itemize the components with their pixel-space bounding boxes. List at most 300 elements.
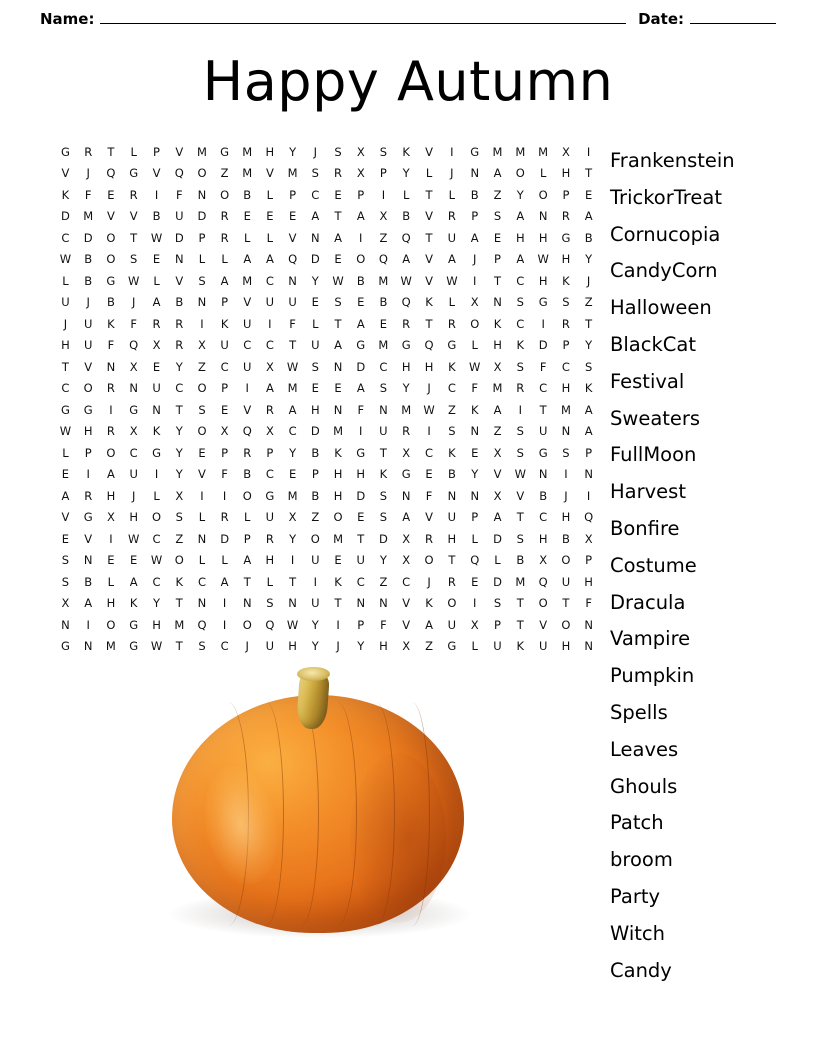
letter-cell[interactable]: X xyxy=(129,424,138,439)
letter-cell[interactable]: Q xyxy=(242,424,252,439)
letter-cell[interactable]: H xyxy=(561,639,571,654)
letter-cell[interactable]: V xyxy=(402,596,411,611)
letter-cell[interactable]: R xyxy=(447,316,456,331)
word-list-item[interactable]: Patch xyxy=(610,811,664,835)
letter-cell[interactable]: I xyxy=(245,381,249,396)
letter-cell[interactable]: Y xyxy=(289,531,297,546)
letter-cell[interactable]: I xyxy=(109,531,113,546)
letter-cell[interactable]: U xyxy=(265,510,275,525)
letter-cell[interactable]: V xyxy=(425,510,433,525)
letter-cell[interactable]: V xyxy=(539,617,548,632)
letter-cell[interactable]: V xyxy=(243,402,252,417)
letter-cell[interactable]: K xyxy=(448,445,456,460)
letter-cell[interactable]: V xyxy=(402,617,411,632)
letter-cell[interactable]: K xyxy=(584,381,593,396)
letter-cell[interactable]: E xyxy=(334,381,342,396)
letter-cell[interactable]: Q xyxy=(584,510,594,525)
letter-cell[interactable]: V xyxy=(175,273,184,288)
letter-cell[interactable]: N xyxy=(584,617,593,632)
letter-cell[interactable]: G xyxy=(447,639,457,654)
letter-cell[interactable]: N xyxy=(401,488,411,503)
letter-cell[interactable]: T xyxy=(61,359,69,374)
letter-cell[interactable]: N xyxy=(288,273,297,288)
letter-cell[interactable]: S xyxy=(61,553,70,568)
letter-cell[interactable]: K xyxy=(107,316,115,331)
letter-cell[interactable]: E xyxy=(152,252,161,267)
letter-cell[interactable]: C xyxy=(402,574,411,589)
letter-cell[interactable]: C xyxy=(539,510,548,525)
letter-cell[interactable]: M xyxy=(333,531,343,546)
letter-cell[interactable]: O xyxy=(106,617,116,632)
letter-cell[interactable]: Z xyxy=(447,402,456,417)
letter-cell[interactable]: I xyxy=(473,273,477,288)
letter-cell[interactable]: L xyxy=(198,553,206,568)
letter-cell[interactable]: R xyxy=(447,209,456,224)
letter-cell[interactable]: T xyxy=(516,617,524,632)
letter-cell[interactable]: I xyxy=(427,424,431,439)
letter-cell[interactable]: F xyxy=(471,381,479,396)
letter-cell[interactable]: L xyxy=(312,316,319,331)
letter-cell[interactable]: S xyxy=(379,144,388,159)
letter-cell[interactable]: V xyxy=(425,144,433,159)
word-list-item[interactable]: Frankenstein xyxy=(610,149,735,172)
letter-cell[interactable]: G xyxy=(83,510,93,525)
letter-cell[interactable]: O xyxy=(83,381,93,396)
letter-cell[interactable]: P xyxy=(221,295,229,310)
letter-cell[interactable]: M xyxy=(515,144,526,159)
letter-cell[interactable]: P xyxy=(221,445,229,460)
letter-cell[interactable]: O xyxy=(538,187,548,202)
letter-cell[interactable]: K xyxy=(493,316,502,331)
letter-cell[interactable]: T xyxy=(357,531,365,546)
word-list-item[interactable]: FullMoon xyxy=(610,443,697,467)
letter-cell[interactable]: E xyxy=(357,295,365,310)
letter-cell[interactable]: U xyxy=(311,596,320,611)
letter-cell[interactable]: F xyxy=(289,316,296,331)
letter-cell[interactable]: I xyxy=(222,488,227,503)
letter-cell[interactable]: T xyxy=(425,187,433,202)
letter-cell[interactable]: L xyxy=(221,252,228,267)
letter-cell[interactable]: V xyxy=(425,252,433,267)
letter-cell[interactable]: Q xyxy=(197,617,207,632)
letter-cell[interactable]: Y xyxy=(379,553,387,568)
letter-cell[interactable]: C xyxy=(220,639,229,654)
letter-cell[interactable]: C xyxy=(516,273,525,288)
letter-cell[interactable]: T xyxy=(539,402,547,417)
letter-cell[interactable]: S xyxy=(266,596,274,611)
letter-cell[interactable]: V xyxy=(265,166,274,181)
letter-cell[interactable]: C xyxy=(379,359,388,374)
letter-cell[interactable]: J xyxy=(427,574,431,589)
letter-cell[interactable]: N xyxy=(197,295,207,310)
letter-cell[interactable]: T xyxy=(516,596,524,611)
letter-cell[interactable]: N xyxy=(288,596,297,611)
letter-cell[interactable]: E xyxy=(198,445,206,460)
letter-cell[interactable]: U xyxy=(61,295,70,310)
letter-cell[interactable]: S xyxy=(516,359,524,374)
letter-cell[interactable]: I xyxy=(541,316,545,331)
letter-cell[interactable]: I xyxy=(359,230,363,245)
letter-cell[interactable]: M xyxy=(401,402,412,417)
letter-cell[interactable]: N xyxy=(493,295,502,310)
letter-cell[interactable]: B xyxy=(106,295,115,310)
letter-cell[interactable]: K xyxy=(516,338,525,353)
letter-cell[interactable]: C xyxy=(129,445,138,460)
letter-cell[interactable]: G xyxy=(538,295,548,310)
letter-cell[interactable]: V xyxy=(175,144,184,159)
letter-cell[interactable]: W xyxy=(400,273,412,288)
letter-cell[interactable]: X xyxy=(539,553,548,568)
letter-cell[interactable]: O xyxy=(197,424,207,439)
letter-cell[interactable]: G xyxy=(401,338,411,353)
letter-cell[interactable]: I xyxy=(586,144,591,159)
letter-cell[interactable]: C xyxy=(152,531,161,546)
letter-cell[interactable]: E xyxy=(107,187,115,202)
letter-cell[interactable]: L xyxy=(539,166,547,181)
letter-cell[interactable]: I xyxy=(86,467,90,482)
letter-cell[interactable]: F xyxy=(84,187,92,202)
letter-cell[interactable]: H xyxy=(333,467,343,482)
letter-cell[interactable]: K xyxy=(379,467,388,482)
letter-cell[interactable]: T xyxy=(334,316,342,331)
letter-cell[interactable]: O xyxy=(174,553,184,568)
word-list-item[interactable]: Costume xyxy=(610,553,697,577)
letter-cell[interactable]: J xyxy=(313,144,318,159)
letter-cell[interactable]: N xyxy=(584,467,593,482)
letter-cell[interactable]: S xyxy=(198,639,206,654)
letter-cell[interactable]: L xyxy=(471,338,478,353)
letter-cell[interactable]: N xyxy=(311,230,320,245)
letter-cell[interactable]: W xyxy=(514,467,526,482)
letter-cell[interactable]: N xyxy=(356,596,366,611)
letter-cell[interactable]: I xyxy=(586,488,591,503)
letter-cell[interactable]: C xyxy=(265,467,274,482)
letter-cell[interactable]: C xyxy=(220,359,229,374)
letter-cell[interactable]: D xyxy=(197,209,207,224)
letter-cell[interactable]: X xyxy=(175,488,184,503)
letter-cell[interactable]: G xyxy=(129,639,139,654)
letter-cell[interactable]: P xyxy=(562,187,570,202)
letter-cell[interactable]: B xyxy=(175,295,184,310)
letter-cell[interactable]: Y xyxy=(289,445,297,460)
letter-cell[interactable]: H xyxy=(265,553,275,568)
letter-cell[interactable]: N xyxy=(197,596,207,611)
letter-cell[interactable]: L xyxy=(244,230,251,245)
letter-cell[interactable]: U xyxy=(538,639,548,654)
letter-cell[interactable]: F xyxy=(175,187,183,202)
letter-cell[interactable]: X xyxy=(379,209,388,224)
letter-cell[interactable]: C xyxy=(561,359,570,374)
letter-cell[interactable]: L xyxy=(244,510,251,525)
letter-cell[interactable]: X xyxy=(402,553,411,568)
letter-cell[interactable]: H xyxy=(424,359,434,374)
letter-cell[interactable]: T xyxy=(107,144,115,159)
letter-cell[interactable]: G xyxy=(265,488,275,503)
letter-cell[interactable]: U xyxy=(129,467,138,482)
letter-cell[interactable]: R xyxy=(175,316,184,331)
letter-cell[interactable]: X xyxy=(493,359,502,374)
letter-cell[interactable]: P xyxy=(311,467,319,482)
letter-cell[interactable]: D xyxy=(174,230,184,245)
letter-cell[interactable]: I xyxy=(564,467,568,482)
letter-cell[interactable]: Y xyxy=(175,445,183,460)
letter-cell[interactable]: U xyxy=(379,424,388,439)
letter-cell[interactable]: O xyxy=(197,166,207,181)
letter-cell[interactable]: V xyxy=(243,295,252,310)
letter-cell[interactable]: T xyxy=(448,553,456,568)
letter-cell[interactable]: Z xyxy=(379,230,388,245)
letter-cell[interactable]: D xyxy=(310,252,320,267)
letter-cell[interactable]: N xyxy=(333,402,343,417)
letter-cell[interactable]: Q xyxy=(288,252,298,267)
letter-cell[interactable]: Y xyxy=(471,467,479,482)
letter-cell[interactable]: A xyxy=(288,402,297,417)
letter-cell[interactable]: R xyxy=(129,187,138,202)
letter-cell[interactable]: X xyxy=(470,295,479,310)
letter-cell[interactable]: I xyxy=(200,316,204,331)
letter-cell[interactable]: R xyxy=(265,531,274,546)
letter-cell[interactable]: F xyxy=(107,338,115,353)
letter-cell[interactable]: Q xyxy=(470,553,480,568)
letter-cell[interactable]: R xyxy=(220,209,229,224)
letter-cell[interactable]: Y xyxy=(311,617,319,632)
letter-cell[interactable]: T xyxy=(494,273,502,288)
letter-cell[interactable]: O xyxy=(220,187,230,202)
letter-cell[interactable]: P xyxy=(471,209,479,224)
letter-cell[interactable]: V xyxy=(152,166,161,181)
letter-cell[interactable]: L xyxy=(266,574,274,589)
letter-cell[interactable]: B xyxy=(584,230,593,245)
word-list-item[interactable]: Sweaters xyxy=(610,406,701,430)
letter-cell[interactable]: G xyxy=(538,445,548,460)
letter-cell[interactable]: P xyxy=(357,617,365,632)
letter-cell[interactable]: S xyxy=(175,510,183,525)
letter-cell[interactable]: U xyxy=(561,574,571,589)
letter-cell[interactable]: D xyxy=(220,531,230,546)
letter-cell[interactable]: G xyxy=(60,639,70,654)
letter-cell[interactable]: L xyxy=(198,510,206,525)
letter-cell[interactable]: T xyxy=(289,338,297,353)
letter-cell[interactable]: W xyxy=(537,252,549,267)
letter-cell[interactable]: U xyxy=(152,381,161,396)
letter-cell[interactable]: E xyxy=(311,381,319,396)
letter-cell[interactable]: C xyxy=(265,338,274,353)
letter-cell[interactable]: T xyxy=(175,639,183,654)
letter-cell[interactable]: A xyxy=(584,424,593,439)
letter-cell[interactable]: R xyxy=(152,316,161,331)
letter-cell[interactable]: N xyxy=(242,596,252,611)
letter-cell[interactable]: S xyxy=(448,424,456,439)
word-list-item[interactable]: TrickorTreat xyxy=(610,185,722,209)
letter-cell[interactable]: C xyxy=(356,574,365,589)
letter-cell[interactable]: A xyxy=(84,596,93,611)
letter-cell[interactable]: T xyxy=(585,316,593,331)
letter-cell[interactable]: D xyxy=(356,359,366,374)
letter-cell[interactable]: S xyxy=(334,295,342,310)
letter-cell[interactable]: W xyxy=(59,252,72,267)
letter-cell[interactable]: Y xyxy=(516,187,524,202)
letter-cell[interactable]: U xyxy=(493,639,502,654)
letter-cell[interactable]: Y xyxy=(153,596,161,611)
letter-cell[interactable]: U xyxy=(447,230,457,245)
letter-cell[interactable]: R xyxy=(84,488,93,503)
letter-cell[interactable]: A xyxy=(584,402,593,417)
letter-cell[interactable]: H xyxy=(152,617,161,632)
letter-cell[interactable]: Y xyxy=(175,424,183,439)
letter-cell[interactable]: H xyxy=(561,166,571,181)
letter-cell[interactable]: U xyxy=(83,338,93,353)
letter-cell[interactable]: K xyxy=(425,596,433,611)
letter-cell[interactable]: T xyxy=(289,574,297,589)
letter-cell[interactable]: O xyxy=(333,510,343,525)
letter-cell[interactable]: M xyxy=(560,402,571,417)
word-list-item[interactable]: Dracula xyxy=(610,590,686,614)
letter-cell[interactable]: Y xyxy=(175,359,183,374)
letter-cell[interactable]: X xyxy=(561,144,570,159)
letter-cell[interactable]: Q xyxy=(401,295,411,310)
letter-cell[interactable]: M xyxy=(515,574,526,589)
letter-cell[interactable]: T xyxy=(130,230,138,245)
letter-cell[interactable]: K xyxy=(175,574,184,589)
letter-cell[interactable]: F xyxy=(130,316,137,331)
letter-cell[interactable]: A xyxy=(425,617,433,632)
letter-cell[interactable]: H xyxy=(288,639,297,654)
letter-cell[interactable]: Z xyxy=(425,639,433,654)
letter-cell[interactable]: U xyxy=(356,553,365,568)
letter-cell[interactable]: Y xyxy=(289,144,297,159)
letter-cell[interactable]: F xyxy=(585,596,592,611)
letter-cell[interactable]: N xyxy=(197,531,207,546)
letter-cell[interactable]: X xyxy=(288,510,297,525)
letter-cell[interactable]: S xyxy=(562,295,570,310)
letter-cell[interactable]: H xyxy=(561,252,571,267)
letter-cell[interactable]: Y xyxy=(357,639,365,654)
letter-cell[interactable]: M xyxy=(197,144,207,159)
letter-cell[interactable]: L xyxy=(107,574,115,589)
letter-cell[interactable]: A xyxy=(584,209,593,224)
letter-cell[interactable]: E xyxy=(152,359,161,374)
letter-cell[interactable]: Z xyxy=(311,510,320,525)
letter-cell[interactable]: N xyxy=(61,617,70,632)
letter-cell[interactable]: U xyxy=(175,209,184,224)
letter-cell[interactable]: M xyxy=(242,144,253,159)
letter-cell[interactable]: Z xyxy=(379,574,388,589)
letter-cell[interactable]: E xyxy=(288,209,297,224)
letter-cell[interactable]: A xyxy=(334,338,342,353)
letter-cell[interactable]: K xyxy=(334,574,342,589)
letter-cell[interactable]: G xyxy=(60,402,70,417)
word-list-item[interactable]: Cornucopia xyxy=(610,222,721,246)
letter-cell[interactable]: W xyxy=(150,230,163,245)
letter-cell[interactable]: A xyxy=(493,510,502,525)
letter-cell[interactable]: O xyxy=(470,316,480,331)
letter-cell[interactable]: H xyxy=(561,510,571,525)
letter-cell[interactable]: E xyxy=(471,574,479,589)
letter-cell[interactable]: D xyxy=(83,230,93,245)
letter-cell[interactable]: I xyxy=(290,553,295,568)
letter-cell[interactable]: Q xyxy=(378,252,388,267)
letter-cell[interactable]: K xyxy=(402,144,410,159)
letter-cell[interactable]: A xyxy=(516,209,525,224)
letter-cell[interactable]: B xyxy=(470,187,479,202)
letter-cell[interactable]: R xyxy=(265,402,274,417)
letter-cell[interactable]: B xyxy=(152,209,161,224)
letter-cell[interactable]: W xyxy=(446,273,458,288)
letter-cell[interactable]: R xyxy=(447,574,456,589)
letter-cell[interactable]: N xyxy=(470,488,480,503)
letter-cell[interactable]: R xyxy=(516,381,525,396)
letter-cell[interactable]: K xyxy=(470,402,479,417)
letter-cell[interactable]: Q xyxy=(401,230,411,245)
letter-cell[interactable]: K xyxy=(334,445,342,460)
letter-cell[interactable]: I xyxy=(359,424,363,439)
letter-cell[interactable]: E xyxy=(288,467,297,482)
letter-cell[interactable]: G xyxy=(356,445,366,460)
letter-cell[interactable]: P xyxy=(84,445,92,460)
letter-cell[interactable]: U xyxy=(538,424,548,439)
letter-cell[interactable]: H xyxy=(401,359,411,374)
letter-cell[interactable]: M xyxy=(378,273,389,288)
letter-cell[interactable]: R xyxy=(106,424,115,439)
letter-cell[interactable]: H xyxy=(129,510,138,525)
letter-cell[interactable]: J xyxy=(131,295,136,310)
letter-cell[interactable]: R xyxy=(402,424,411,439)
letter-cell[interactable]: L xyxy=(266,230,274,245)
letter-cell[interactable]: L xyxy=(266,187,274,202)
letter-cell[interactable]: I xyxy=(313,574,318,589)
letter-cell[interactable]: W xyxy=(332,273,344,288)
letter-cell[interactable]: O xyxy=(424,553,434,568)
letter-cell[interactable]: W xyxy=(286,617,299,632)
letter-cell[interactable]: P xyxy=(379,166,387,181)
letter-cell[interactable]: J xyxy=(450,166,454,181)
letter-cell[interactable]: B xyxy=(516,553,525,568)
letter-cell[interactable]: G xyxy=(561,230,571,245)
letter-cell[interactable]: M xyxy=(105,639,116,654)
letter-cell[interactable]: B xyxy=(84,252,93,267)
letter-cell[interactable]: C xyxy=(197,574,206,589)
word-list-item[interactable]: Leaves xyxy=(610,737,679,761)
letter-cell[interactable]: N xyxy=(83,553,93,568)
letter-cell[interactable]: S xyxy=(516,424,524,439)
letter-cell[interactable]: S xyxy=(311,166,319,181)
letter-cell[interactable]: V xyxy=(425,273,433,288)
letter-cell[interactable]: L xyxy=(471,639,478,654)
letter-cell[interactable]: R xyxy=(561,209,570,224)
word-list-item[interactable]: Ghouls xyxy=(610,774,678,798)
letter-cell[interactable]: N xyxy=(333,359,343,374)
letter-cell[interactable]: E xyxy=(425,467,433,482)
letter-grid[interactable] xyxy=(54,141,600,657)
letter-cell[interactable]: U xyxy=(243,359,252,374)
letter-cell[interactable]: Y xyxy=(311,639,319,654)
letter-cell[interactable]: N xyxy=(379,402,388,417)
letter-cell[interactable]: T xyxy=(562,596,570,611)
letter-cell[interactable]: S xyxy=(516,295,524,310)
word-list-item[interactable]: Witch xyxy=(610,921,665,945)
letter-cell[interactable]: R xyxy=(402,316,411,331)
letter-cell[interactable]: G xyxy=(220,144,230,159)
letter-cell[interactable]: G xyxy=(129,617,139,632)
letter-cell[interactable]: Z xyxy=(584,295,593,310)
letter-cell[interactable]: W xyxy=(150,639,163,654)
letter-cell[interactable]: N xyxy=(538,209,548,224)
letter-cell[interactable]: S xyxy=(311,359,319,374)
letter-cell[interactable]: Q xyxy=(538,574,548,589)
letter-cell[interactable]: W xyxy=(423,402,435,417)
letter-cell[interactable]: I xyxy=(268,316,272,331)
letter-cell[interactable]: T xyxy=(585,166,593,181)
